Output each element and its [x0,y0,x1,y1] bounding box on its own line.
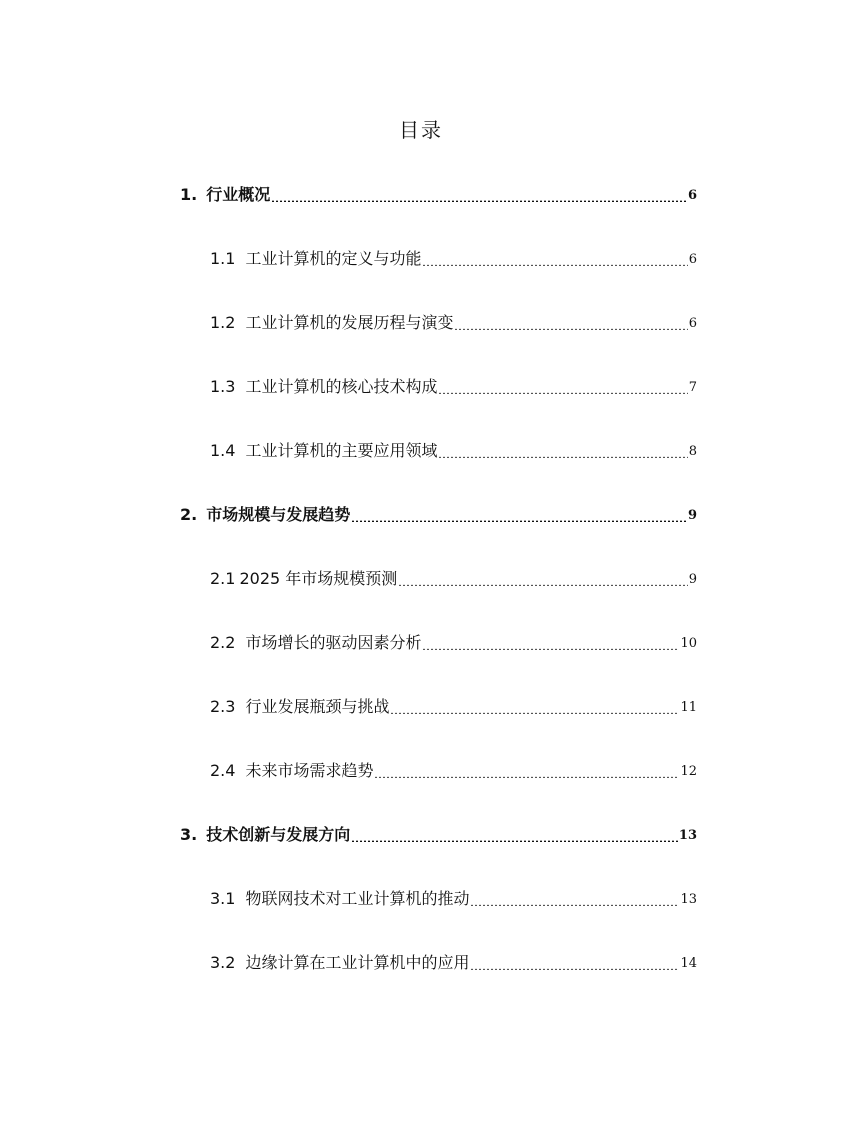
toc-entry-1-2[interactable] [210,309,697,335]
toc-entry-2-1[interactable] [210,565,697,591]
toc-entry-number: 2. [180,505,198,524]
toc-entry-number: 1.1 [210,249,236,268]
toc-entry-page: 9 [688,572,697,587]
toc-entry-title: 未来市场需求趋势 [245,761,374,780]
toc-entry-number: 3.2 [210,953,236,972]
toc-entry-title: 工业计算机的发展历程与演变 [245,313,454,332]
toc-entry-number: 1.4 [210,441,236,460]
toc-dot-leader [470,888,679,906]
toc-entry-1-3[interactable] [210,373,697,399]
toc-entry-title: 行业发展瓶颈与挑战 [245,697,390,716]
toc-entry-3-1[interactable] [210,885,697,911]
toc-entry-2[interactable] [180,501,697,527]
toc-entry-title: 市场规模与发展趋势 [206,505,351,524]
toc-entry-page: 11 [680,700,697,715]
toc-entry-title: 工业计算机的核心技术构成 [245,377,438,396]
toc-dot-leader [271,184,687,202]
toc-entry-page: 7 [688,380,697,395]
toc-entry-page: 13 [680,892,697,907]
toc-entry-3-2[interactable] [210,949,697,975]
toc-entry-page: 6 [688,316,697,331]
toc-entry-number: 3. [180,825,198,844]
toc-entry-3[interactable] [180,821,697,847]
toc-entry-number: 1.2 [210,313,236,332]
toc-entry-1-4[interactable] [210,437,697,463]
toc-entry-page: 14 [680,956,697,971]
toc-entry-number: 3.1 [210,889,236,908]
toc-dot-leader [422,632,679,650]
toc-entry-number: 2.4 [210,761,236,780]
toc-entry-page: 8 [688,444,697,459]
toc-entry-2-3[interactable] [210,693,697,719]
toc-entry-number: 1.3 [210,377,236,396]
toc-entry-page: 12 [680,764,697,779]
toc-entry-title: 工业计算机的主要应用领域 [245,441,438,460]
toc-dot-leader [351,504,687,522]
toc-entry-page: 6 [688,252,697,267]
toc-dot-leader [398,568,687,586]
toc-entry-number: 2.1 [210,569,236,588]
toc-entry-page: 10 [680,636,697,651]
toc-entry-title: 工业计算机的定义与功能 [245,249,422,268]
toc-entry-2-4[interactable] [210,757,697,783]
toc-dot-leader [422,248,687,266]
toc-entry-2-2[interactable] [210,629,697,655]
toc-entry-1[interactable] [180,181,697,207]
toc-entry-title: 市场增长的驱动因素分析 [245,633,422,652]
toc-title: 目录 [399,118,443,142]
toc-entry-page: 9 [687,508,697,523]
toc-entry-page: 6 [687,188,697,203]
toc-entry-page: 13 [678,828,697,843]
toc-dot-leader [470,952,679,970]
toc-entry-1-1[interactable] [210,245,697,271]
toc-dot-leader [374,760,679,778]
toc-dot-leader [390,696,679,714]
toc-dot-leader [438,376,687,394]
toc-dot-leader [454,312,687,330]
toc-entry-number: 2.3 [210,697,236,716]
toc-entry-title: 行业概况 [206,185,271,204]
toc-entry-title: 物联网技术对工业计算机的推动 [245,889,470,908]
toc-dot-leader [438,440,687,458]
toc-entry-title: 技术创新与发展方向 [206,825,351,844]
toc-entry-title: 2025 年市场规模预测 [239,569,398,588]
toc-entry-number: 1. [180,185,198,204]
toc-entry-title: 边缘计算在工业计算机中的应用 [245,953,470,972]
toc-dot-leader [351,824,678,842]
toc-entry-number: 2.2 [210,633,236,652]
